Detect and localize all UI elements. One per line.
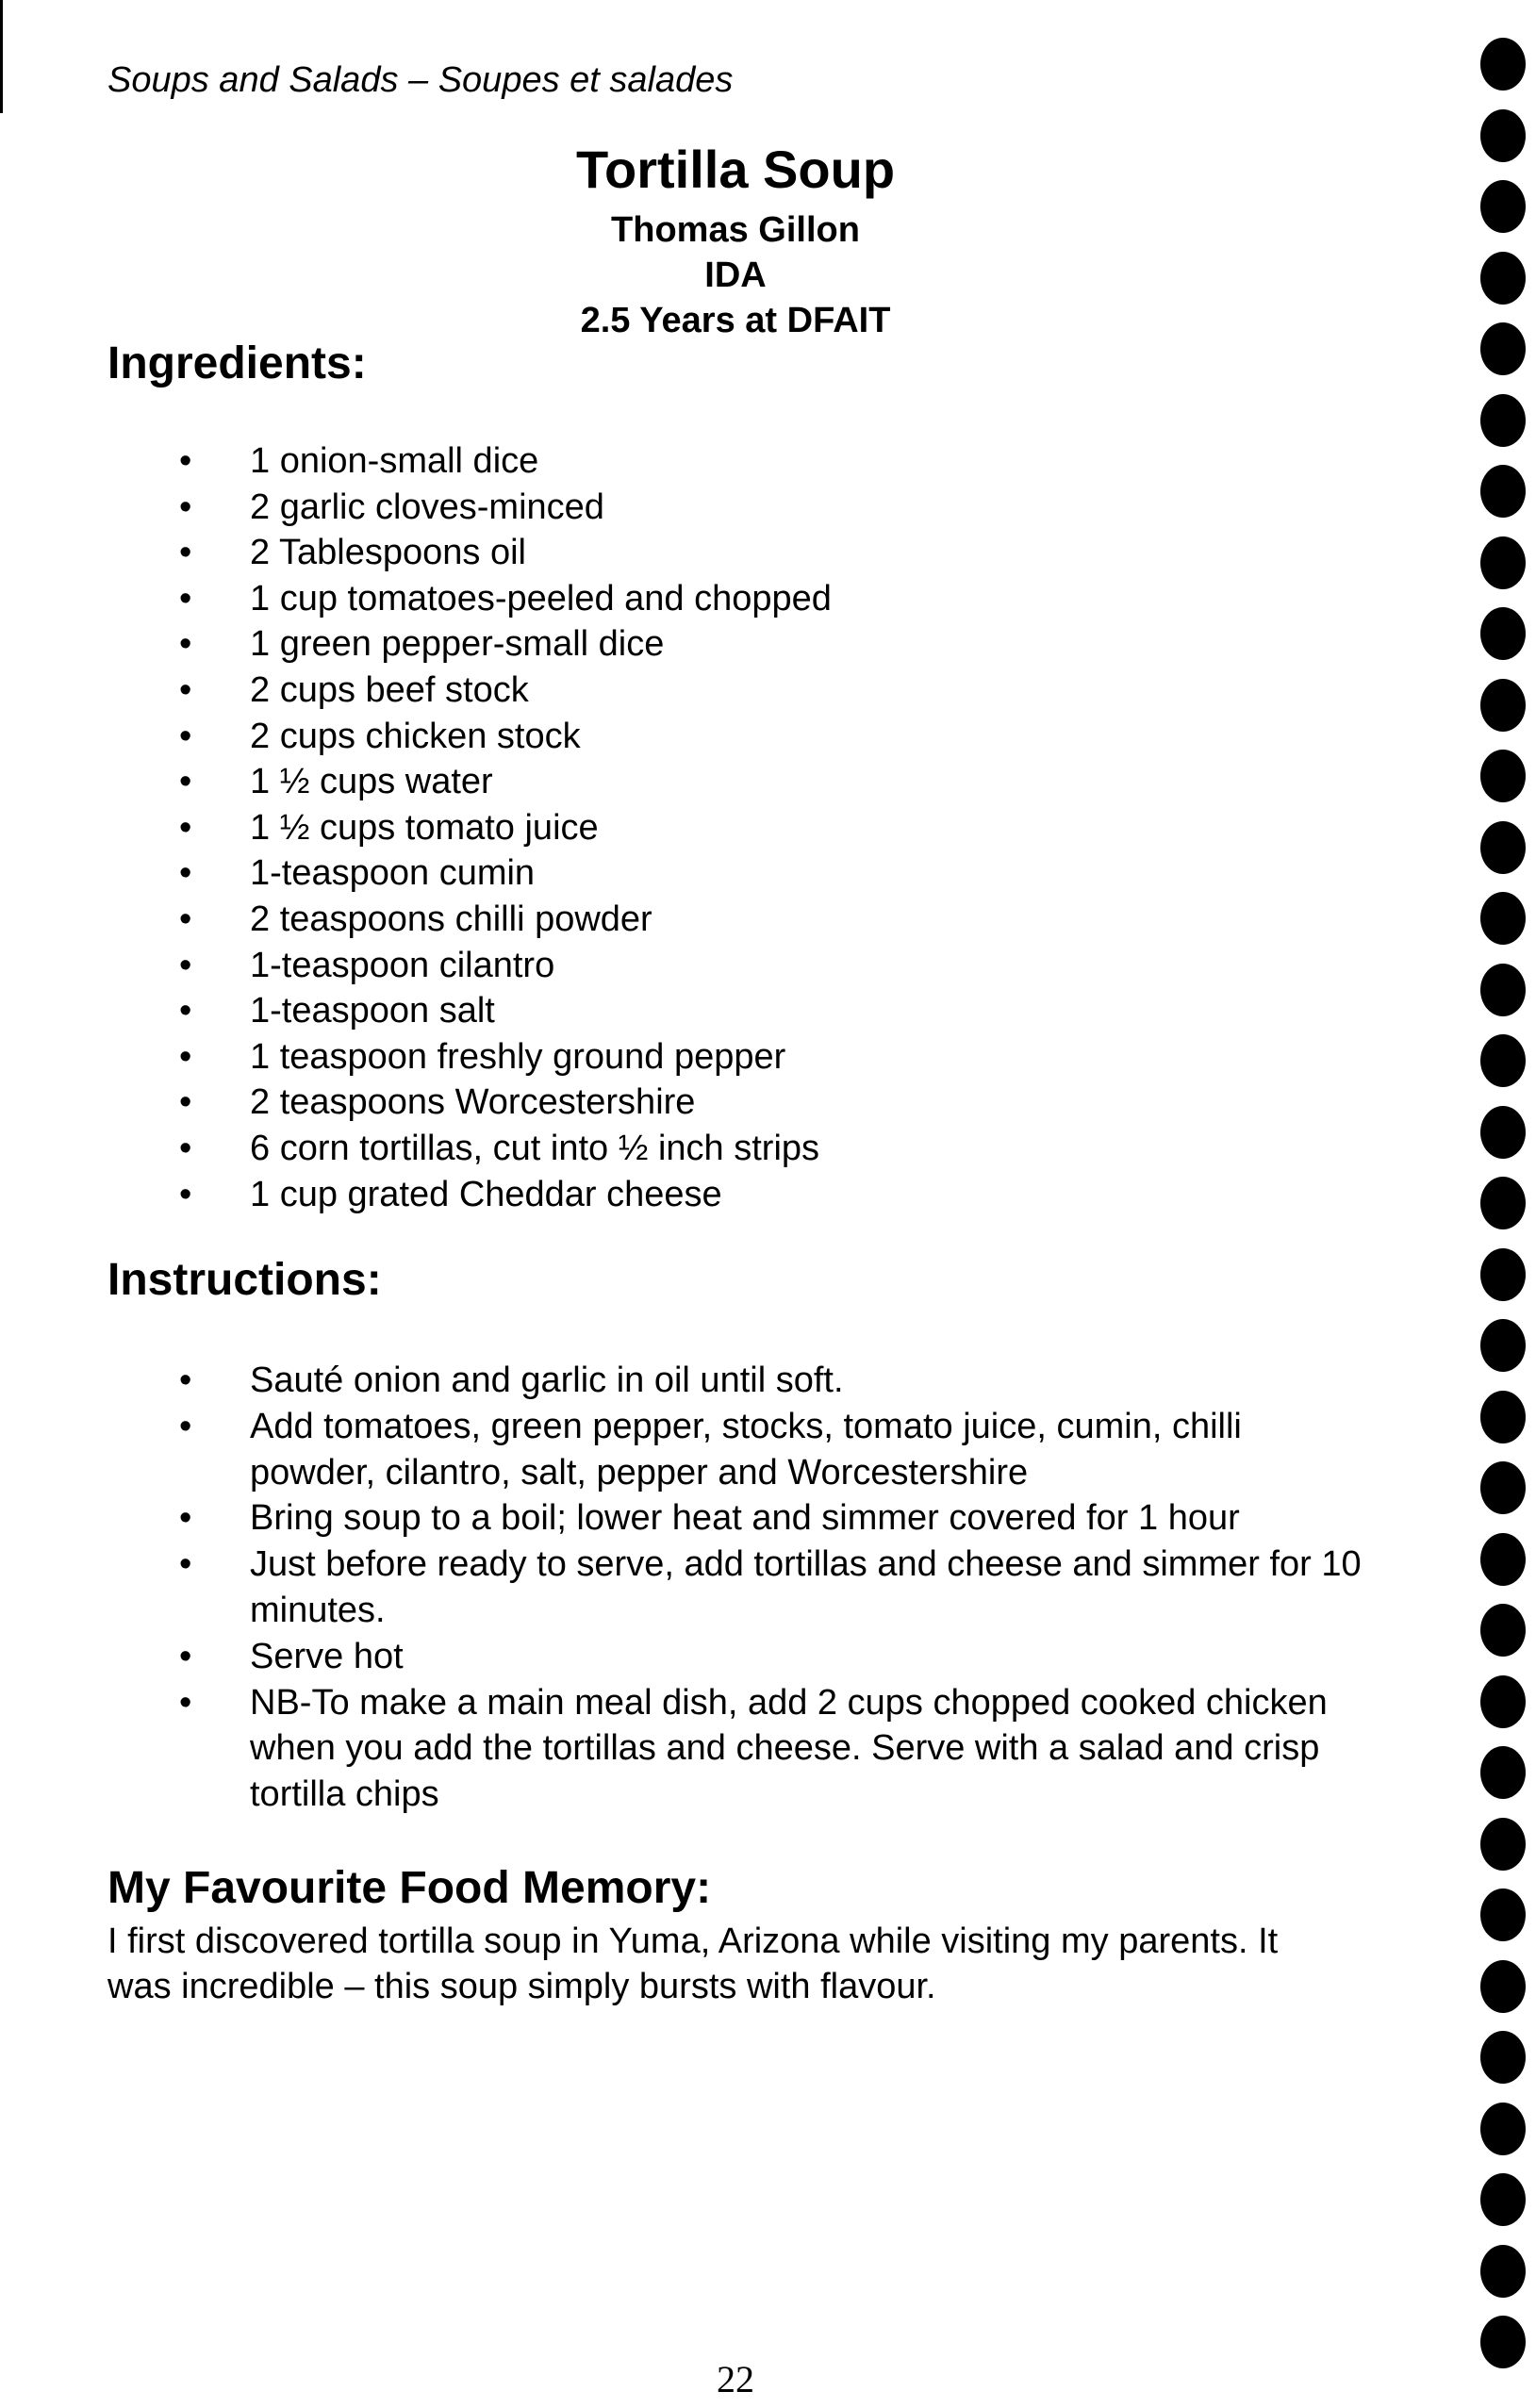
ingredient-text: 1-teaspoon salt [250, 991, 495, 1031]
ingredient-text: 2 cups beef stock [250, 669, 529, 710]
binding-hole-icon [1480, 679, 1526, 732]
ingredient-text: 6 corn tortillas, cut into ½ inch strips [250, 1128, 820, 1168]
memory-paragraph: I first discovered tortilla soup in Yuma, Arizona while visiting my parents. It was incredible – this soup simply bursts with flavour. [107, 1921, 1279, 2006]
list-item [179, 1495, 1377, 1542]
bullet-icon: • [179, 669, 192, 710]
list-item [179, 943, 832, 989]
binding-hole-icon [1480, 536, 1526, 589]
list-item [179, 714, 832, 760]
bullet-icon: • [179, 533, 192, 573]
page-number: 22 [717, 2358, 754, 2400]
list-item [179, 668, 832, 714]
page-edge-line [0, 0, 3, 113]
ingredient-text: 2 teaspoons Worcestershire [250, 1082, 696, 1123]
binding-hole-icon [1480, 1818, 1526, 1871]
ingredient-text: 1 cup tomatoes-peeled and chopped [250, 578, 832, 618]
ingredient-text: 2 garlic cloves-minced [250, 487, 604, 527]
list-item [179, 988, 832, 1034]
spiral-binding [1480, 38, 1528, 2395]
memory-heading: My Favourite Food Memory: [107, 1863, 712, 1913]
list-item [179, 1634, 1377, 1680]
bullet-icon: • [179, 762, 192, 802]
binding-hole-icon [1480, 1034, 1526, 1087]
list-item [179, 438, 832, 485]
bullet-icon: • [179, 487, 192, 527]
binding-hole-icon [1480, 2031, 1526, 2084]
bullet-icon: • [179, 1682, 192, 1723]
list-item [179, 897, 832, 943]
list-item [179, 805, 832, 851]
binding-hole-icon [1480, 252, 1526, 305]
bullet-icon: • [179, 1174, 192, 1214]
bullet-icon: • [179, 1128, 192, 1168]
ingredients-list [179, 438, 832, 1217]
author-name: Thomas Gillon [611, 210, 860, 250]
list-item [179, 530, 832, 576]
ingredient-text: 1-teaspoon cilantro [250, 945, 555, 985]
ingredient-text: 2 cups chicken stock [250, 716, 581, 756]
binding-hole-icon [1480, 1461, 1526, 1514]
binding-hole-icon [1480, 465, 1526, 518]
binding-hole-icon [1480, 1533, 1526, 1586]
bullet-icon: • [179, 1361, 192, 1400]
list-item [179, 485, 832, 531]
binding-hole-icon [1480, 1960, 1526, 2013]
instruction-text: Serve hot [250, 1636, 404, 1676]
list-item [179, 1080, 832, 1126]
bullet-icon: • [179, 853, 192, 894]
list-item [179, 576, 832, 622]
list-item [179, 1034, 832, 1080]
ingredient-text: 1 onion-small dice [250, 441, 539, 481]
list-item [179, 1172, 832, 1218]
author-tenure: 2.5 Years at DFAIT [580, 301, 891, 340]
bullet-icon: • [179, 624, 192, 665]
binding-hole-icon [1480, 607, 1526, 660]
binding-hole-icon [1480, 322, 1526, 375]
instructions-heading: Instructions: [107, 1255, 382, 1305]
binding-hole-icon [1480, 1888, 1526, 1941]
bullet-icon: • [179, 1406, 192, 1446]
ingredient-text: 1 teaspoon freshly ground pepper [250, 1036, 786, 1077]
binding-hole-icon [1480, 38, 1526, 91]
recipe-header [500, 132, 971, 343]
binding-hole-icon [1480, 1604, 1526, 1657]
bullet-icon: • [179, 578, 192, 618]
instruction-text: Bring soup to a boil; lower heat and simmer covered for 1 hour [250, 1498, 1240, 1539]
bullet-icon: • [179, 441, 192, 481]
running-head: Soups and Salads – Soupes et salades [107, 60, 734, 100]
binding-hole-icon [1480, 109, 1526, 162]
list-item [179, 759, 832, 805]
ingredient-text: 1-teaspoon cumin [250, 853, 536, 894]
author-department: IDA [704, 256, 767, 295]
bullet-icon: • [179, 945, 192, 985]
ingredient-text: 2 Tablespoons oil [250, 533, 526, 573]
bullet-icon: • [179, 716, 192, 756]
binding-hole-icon [1480, 1177, 1526, 1229]
binding-hole-icon [1480, 1675, 1526, 1728]
binding-hole-icon [1480, 1319, 1526, 1372]
bullet-icon: • [179, 1036, 192, 1077]
ingredient-text: 1 green pepper-small dice [250, 624, 665, 665]
list-item [179, 850, 832, 897]
list-item [179, 1680, 1377, 1818]
binding-hole-icon [1480, 1248, 1526, 1301]
binding-hole-icon [1480, 821, 1526, 874]
binding-hole-icon [1480, 2173, 1526, 2226]
ingredients-heading: Ingredients: [107, 338, 367, 388]
binding-hole-icon [1480, 2245, 1526, 2298]
binding-hole-icon [1480, 180, 1526, 233]
binding-hole-icon [1480, 964, 1526, 1016]
ingredient-text: 1 cup grated Cheddar cheese [250, 1174, 722, 1214]
instruction-text: Add tomatoes, green pepper, stocks, tomato juice, cumin, chilli powder, cilantro, salt, pepper and Worcestershire [250, 1406, 1242, 1493]
binding-hole-icon [1480, 1391, 1526, 1443]
binding-hole-icon [1480, 394, 1526, 447]
instruction-text: NB-To make a main meal dish, add 2 cups chopped cooked chicken when you add the tortillas and cheese. Serve with a salad and crisp tortilla chips [250, 1682, 1328, 1815]
bullet-icon: • [179, 991, 192, 1031]
binding-hole-icon [1480, 2103, 1526, 2155]
instruction-text: Sauté onion and garlic in oil until soft. [250, 1361, 844, 1400]
list-item [179, 1542, 1377, 1634]
ingredient-text: 2 teaspoons chilli powder [250, 899, 652, 939]
list-item [179, 621, 832, 668]
binding-hole-icon [1480, 2316, 1526, 2368]
binding-hole-icon [1480, 750, 1526, 802]
instruction-text: Just before ready to serve, add tortillas and cheese and simmer for 10 minutes. [250, 1544, 1362, 1630]
list-item [179, 1404, 1377, 1496]
bullet-icon: • [179, 899, 192, 939]
bullet-icon: • [179, 1498, 192, 1539]
list-item [179, 1358, 1377, 1404]
binding-hole-icon [1480, 892, 1526, 945]
instructions-list [179, 1358, 1377, 1818]
ingredient-text: 1 ½ cups tomato juice [250, 807, 599, 848]
list-item [179, 1126, 832, 1172]
ingredient-text: 1 ½ cups water [250, 762, 493, 802]
bullet-icon: • [179, 1082, 192, 1123]
bullet-icon: • [179, 1544, 192, 1585]
binding-hole-icon [1480, 1746, 1526, 1799]
binding-hole-icon [1480, 1106, 1526, 1159]
bullet-icon: • [179, 807, 192, 848]
bullet-icon: • [179, 1636, 192, 1676]
recipe-title: Tortilla Soup [575, 140, 896, 199]
